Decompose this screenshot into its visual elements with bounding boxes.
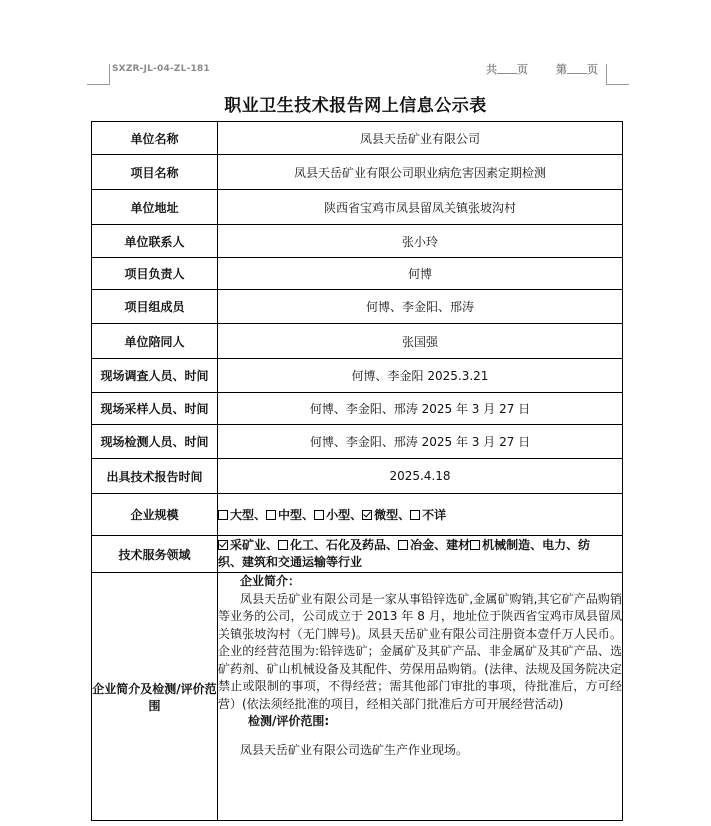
row-label: 项目组成员 [92,290,218,324]
table-row [92,258,623,290]
info-table [91,121,623,821]
table-row [92,459,623,494]
scale-option-large: 大型 [230,508,255,522]
scale-option-unknown: 不详 [422,508,447,522]
page-info [486,61,598,77]
row-value: 张国强 [218,324,623,359]
service-option-metallurgy: 冶金、建材 [410,538,471,552]
checkbox-machinery[interactable] [470,540,480,550]
checkbox-large[interactable] [218,510,228,520]
row-value: 凤县天岳矿业有限公司 [218,122,623,155]
page-no-prefix: 第 [556,63,567,76]
row-label: 现场采样人员、时间 [92,393,218,425]
total-pages-prefix: 共 [486,63,497,76]
intro-label: 企业简介及检测/评价范围 [92,573,218,821]
row-value: 陕西省宝鸡市凤县留凤关镇张坡沟村 [218,190,623,225]
scale-option-micro: 微型 [374,508,399,522]
service-label: 技术服务领域 [92,536,218,573]
table-row [92,290,623,324]
total-pages-suffix: 页 [517,63,528,76]
table-row [92,225,623,258]
intro-heading: 企业简介： [240,574,301,588]
intro-row [92,573,623,821]
table-row [92,425,623,459]
intro-paragraph: 凤县天岳矿业有限公司是一家从事铅锌选矿,金属矿购销,其它矿产品购销等业务的公司，公司成立于 2013 年 8 月，地址位于陕西省宝鸡市凤县留凤关镇张坡沟村（无门牌号)。凤县天岳矿业有限公司注册资本壹仟万人民币。企业的经营范围为:铅锌选矿；金属矿及其矿产品、非金属矿及其矿产品、选矿药剂、矿山机械设备及其配件、劳保用品购销。(法律、法规及国务院决定禁止或限制的事项，不得经营；需其他部门审批的事项，待批准后，方可经营）(依法须经批准的项目，经相关部门批准后方可开展经营活动) [218,591,622,711]
checkbox-metallurgy[interactable] [398,540,408,550]
row-label: 单位地址 [92,190,218,225]
row-value: 凤县天岳矿业有限公司职业病危害因素定期检测 [218,155,623,190]
table-row [92,122,623,155]
service-options: 采矿业、 化工、石化及药品、 冶金、建材 机械制造、电力、纺 织、建筑和交通运输等行业 [218,536,623,573]
header-corner-mark-left [87,64,110,85]
row-value: 何博、李金阳、邢涛 [218,290,623,324]
checkbox-mining[interactable] [218,540,228,550]
table-row [92,324,623,359]
service-option-machinery-line2: 织、建筑和交通运输等行业 [218,555,363,569]
row-label: 出具技术报告时间 [92,459,218,494]
row-label: 单位陪同人 [92,324,218,359]
checkbox-medium[interactable] [266,510,276,520]
checkbox-unknown[interactable] [410,510,420,520]
service-option-mining: 采矿业 [230,538,267,552]
row-label: 单位联系人 [92,225,218,258]
table-row [92,359,623,393]
page-no-suffix: 页 [587,63,598,76]
row-label: 项目名称 [92,155,218,190]
checkbox-small[interactable] [314,510,324,520]
checkbox-chemical[interactable] [278,540,288,550]
page-title: 职业卫生技术报告网上信息公示表 [224,96,487,116]
row-value: 何博 [218,258,623,290]
service-option-machinery-line1: 机械制造、电力、纺 [482,538,591,552]
table-row [92,190,623,225]
page-no-blank [567,63,587,74]
row-label: 现场调查人员、时间 [92,359,218,393]
row-value: 何博、李金阳、邢涛 2025 年 3 月 27 日 [218,393,623,425]
scale-option-small: 小型 [326,508,351,522]
row-value: 何博、李金阳 2025.3.21 [218,359,623,393]
document-code: SXZR-JL-04-ZL-181 [112,64,210,74]
total-pages-blank [497,63,517,74]
service-row [92,536,623,573]
intro-content [218,573,623,821]
scope-text: 凤县天岳矿业有限公司选矿生产作业现场。 [240,742,469,757]
scope-heading: 检测/评价范围: [248,714,330,728]
scale-label: 企业规模 [92,494,218,536]
checkbox-micro[interactable] [362,510,372,520]
scale-row [92,494,623,536]
scale-options: 大型、 中型、 小型、 微型、 不详 [218,494,623,536]
row-label: 单位名称 [92,122,218,155]
service-option-chemical: 化工、石化及药品 [290,538,387,552]
row-value: 何博、李金阳、邢涛 2025 年 3 月 27 日 [218,425,623,459]
row-label: 现场检测人员、时间 [92,425,218,459]
table-row [92,393,623,425]
row-value: 张小玲 [218,225,623,258]
row-value: 2025.4.18 [218,459,623,494]
scale-option-medium: 中型 [278,508,303,522]
header-corner-mark-right [606,64,629,85]
row-label: 项目负责人 [92,258,218,290]
table-row [92,155,623,190]
